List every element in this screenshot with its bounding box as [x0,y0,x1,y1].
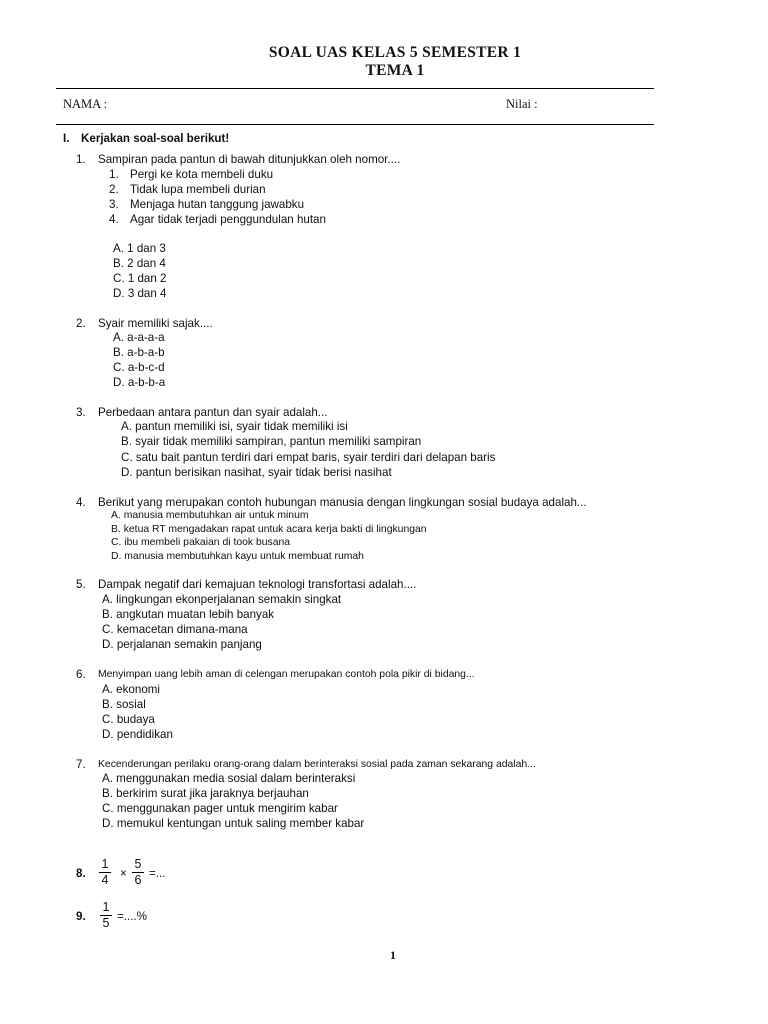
pantun-line-number: 1. [109,168,119,181]
answer-option-d: D. pendidikan [102,728,173,741]
answer-option-c: C. kemacetan dimana-mana [102,623,248,636]
pantun-line: Agar tidak terjadi penggundulan hutan [130,213,326,226]
name-label: NAMA : [63,97,108,111]
fraction-denominator: 4 [101,873,109,887]
multiply-sign: × [120,867,127,880]
page-number: 1 [390,948,396,962]
answer-option-d: D. 3 dan 4 [113,287,167,300]
answer-option-b: B. ketua RT mengadakan rapat untuk acara kerja bakti di lingkungan [111,524,427,535]
question-number: 3. [76,406,86,419]
question-text: Menyimpan uang lebih aman di celengan merupakan contoh pola pikir di bidang... [98,669,475,680]
question-text: Sampiran pada pantun di bawah ditunjukkan oleh nomor.... [98,153,401,166]
score-label: Nilai : [506,97,538,111]
pantun-line-number: 2. [109,183,119,196]
question-number: 5. [76,578,86,591]
answer-option-c: C. ibu membeli pakaian di took busana [111,537,291,548]
question-number: 6. [76,668,86,681]
answer-option-b: B. a-b-a-b [113,346,165,359]
pantun-line: Tidak lupa membeli durian [130,183,266,196]
question-text: Berikut yang merupakan contoh hubungan manusia dengan lingkungan sosial budaya adalah... [98,496,587,509]
question-number: 7. [76,758,86,771]
answer-option-a: A. manusia membutuhkan air untuk minum [111,510,309,521]
pantun-line: Menjaga hutan tanggung jawabku [130,198,305,211]
question-text: Perbedaan antara pantun dan syair adalah... [98,406,328,419]
answer-option-c: C. satu bait pantun terdiri dari empat baris, syair terdiri dari delapan baris [121,451,496,464]
answer-option-d: D. memukul kentungan untuk saling member kabar [102,817,365,830]
question-suffix: =....% [117,910,147,923]
question-number: 9. [76,910,86,923]
question-number: 8. [76,867,86,880]
answer-option-d: D. a-b-b-a [113,376,166,389]
pantun-line-number: 4. [109,213,119,226]
fraction-five-sixths [132,858,144,887]
answer-option-a: A. a-a-a-a [113,331,165,344]
header-top-rule [56,88,654,89]
question-text: Syair memiliki sajak.... [98,317,213,330]
answer-option-d: D. perjalanan semakin panjang [102,638,262,651]
answer-option-b: B. syair tidak memiliki sampiran, pantun memiliki sampiran [121,435,422,448]
exam-subtitle: TEMA 1 [365,62,425,79]
fraction-numerator: 1 [101,857,109,871]
fraction-denominator: 6 [134,873,142,887]
answer-option-d: D. pantun berisikan nasihat, syair tidak berisi nasihat [121,466,392,479]
question-number: 1. [76,153,86,166]
answer-option-c: C. 1 dan 2 [113,272,167,285]
answer-option-a: A. ekonomi [102,683,160,696]
answer-option-c: C. a-b-c-d [113,361,165,374]
answer-option-b: B. berkirim surat jika jaraknya berjauhan [102,787,309,800]
answer-option-a: A. 1 dan 3 [113,242,166,255]
pantun-line-number: 3. [109,198,119,211]
pantun-line: Pergi ke kota membeli duku [130,168,274,181]
answer-option-d: D. manusia membutuhkan kayu untuk membuat rumah [111,551,364,562]
answer-option-b: B. 2 dan 4 [113,257,166,270]
answer-option-b: B. sosial [102,698,146,711]
answer-option-b: B. angkutan muatan lebih banyak [102,608,275,621]
fraction-one-quarter [99,858,111,887]
section-title: Kerjakan soal-soal berikut! [81,132,230,145]
answer-option-a: A. lingkungan ekonperjalanan semakin singkat [102,593,342,606]
fraction-numerator: 1 [102,900,110,914]
answer-option-a: A. pantun memiliki isi, syair tidak memiliki isi [121,420,348,433]
question-suffix: =... [149,867,166,880]
answer-option-a: A. menggunakan media sosial dalam berinteraksi [102,772,356,785]
question-number: 2. [76,317,86,330]
question-text: Kecenderungan perilaku orang-orang dalam berinteraksi sosial pada zaman sekarang adalah... [98,759,536,770]
answer-option-c: C. menggunakan pager untuk mengirim kabar [102,802,338,815]
exam-title: SOAL UAS KELAS 5 SEMESTER 1 [268,44,522,61]
fraction-numerator: 5 [134,857,142,871]
question-text: Dampak negatif dari kemajuan teknologi transfortasi adalah.... [98,578,417,591]
section-number: I. [63,132,70,145]
header-bottom-rule [56,124,654,125]
fraction-one-fifth [100,901,112,930]
fraction-denominator: 5 [102,916,110,930]
answer-option-c: C. budaya [102,713,155,726]
question-number: 4. [76,496,86,509]
